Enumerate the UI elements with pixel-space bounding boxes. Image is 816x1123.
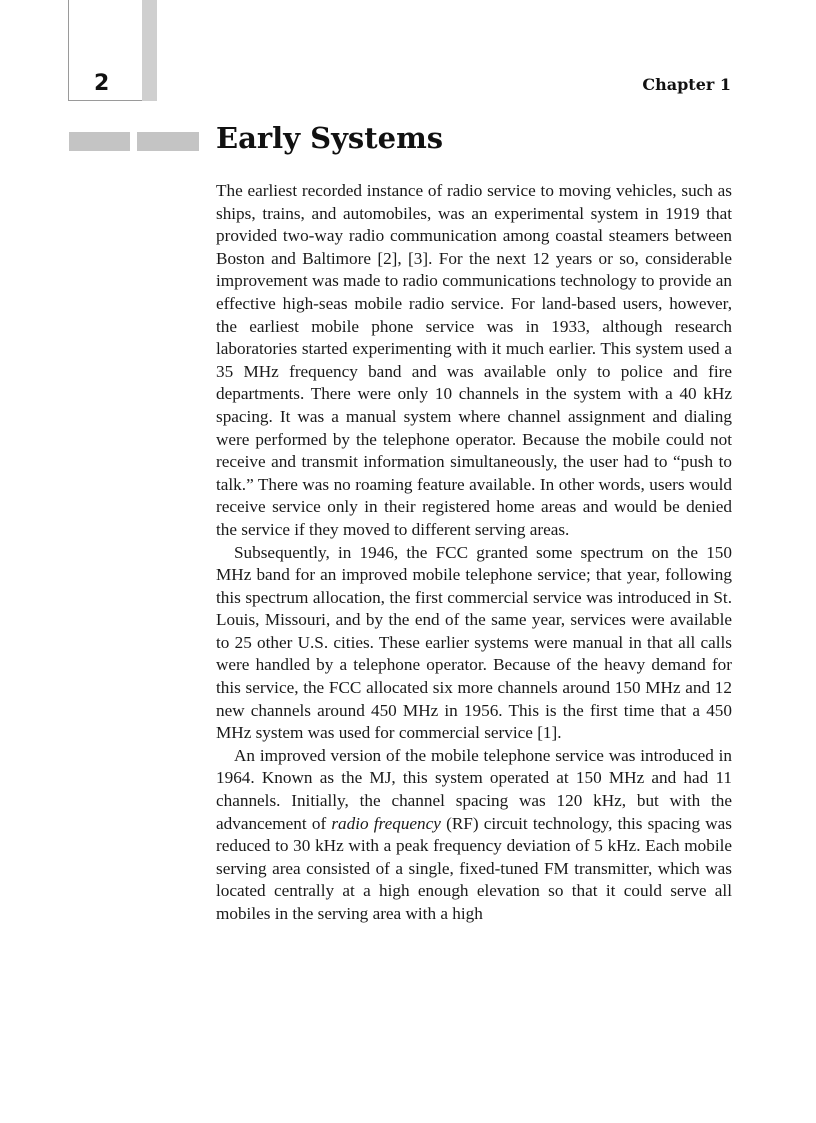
paragraph-3-text-start: An improved version of the mobile telephone service was introduced in 1964. Known as the MJ, this system operated at 150 MHz and had 11 channels. Initially, the channel spacing was 120 kHz, but with the advancement of <box>216 745 732 833</box>
paragraph-3-text-end: (RF) circuit technology, this spacing was reduced to 30 kHz with a peak frequency deviation of 5 kHz. Each mobile serving area consisted of a single, fixed-tuned FM transmitter, which was located centrally at a high enough elevation so that it could serve all mobiles in the serving area with a high <box>216 813 733 923</box>
section-marker-bar-1 <box>69 132 130 151</box>
paragraph-2 <box>216 542 732 745</box>
body-text <box>216 180 732 926</box>
paragraph-2-text: Subsequently, in 1946, the FCC granted some spectrum on the 150 MHz band for an improved mobile telephone service; that year, following this spectrum allocation, the first commercial service was introduced in St. Louis, Missouri, and by the end of the same year, services were available to 25 other U.S. cities. These earlier systems were manual in that all calls were handled by a telephone operator. Because of the heavy demand for this service, the FCC allocated six more channels around 150 MHz and 12 new channels around 450 MHz in 1956. This is the first time that a 450 MHz system was used for commercial service [1]. <box>216 542 732 743</box>
running-header-chapter: Chapter 1 <box>642 75 731 94</box>
paragraph-3-emphasis: radio frequency <box>331 813 441 833</box>
paragraph-1 <box>216 180 732 542</box>
section-marker-bar-2 <box>137 132 199 151</box>
section-title: Early Systems <box>216 121 444 155</box>
margin-tab-bottom-rule <box>68 100 142 101</box>
paragraph-1-text: The earliest recorded instance of radio service to moving vehicles, such as ships, trains, and automobiles, was an experimental system in 1919 that provided two-way radio communication among coastal steamers between Boston and Baltimore [2], [3]. For the next 12 years or so, considerable improvement was made to radio communications technology to provide an effective high-seas mobile radio service. For land-based users, however, the earliest mobile phone service was in 1933, although research laboratories started experimenting with it much earlier. This system used a 35 MHz frequency band and was available only to police and fire departments. There were only 10 channels in the system with a 40 kHz spacing. It was a manual system where channel assignment and dialing were performed by the telephone operator. Because the mobile could not receive and transmit information simultaneously, the user had to “push to talk.” There was no roaming feature available. In other words, users would receive service only in their registered home areas and would be denied the service if they moved to different serving areas. <box>216 181 732 539</box>
paragraph-3 <box>216 745 732 926</box>
margin-tab-stripe <box>142 0 157 101</box>
margin-tab-rule <box>68 0 69 100</box>
page-number: 2 <box>94 71 110 96</box>
